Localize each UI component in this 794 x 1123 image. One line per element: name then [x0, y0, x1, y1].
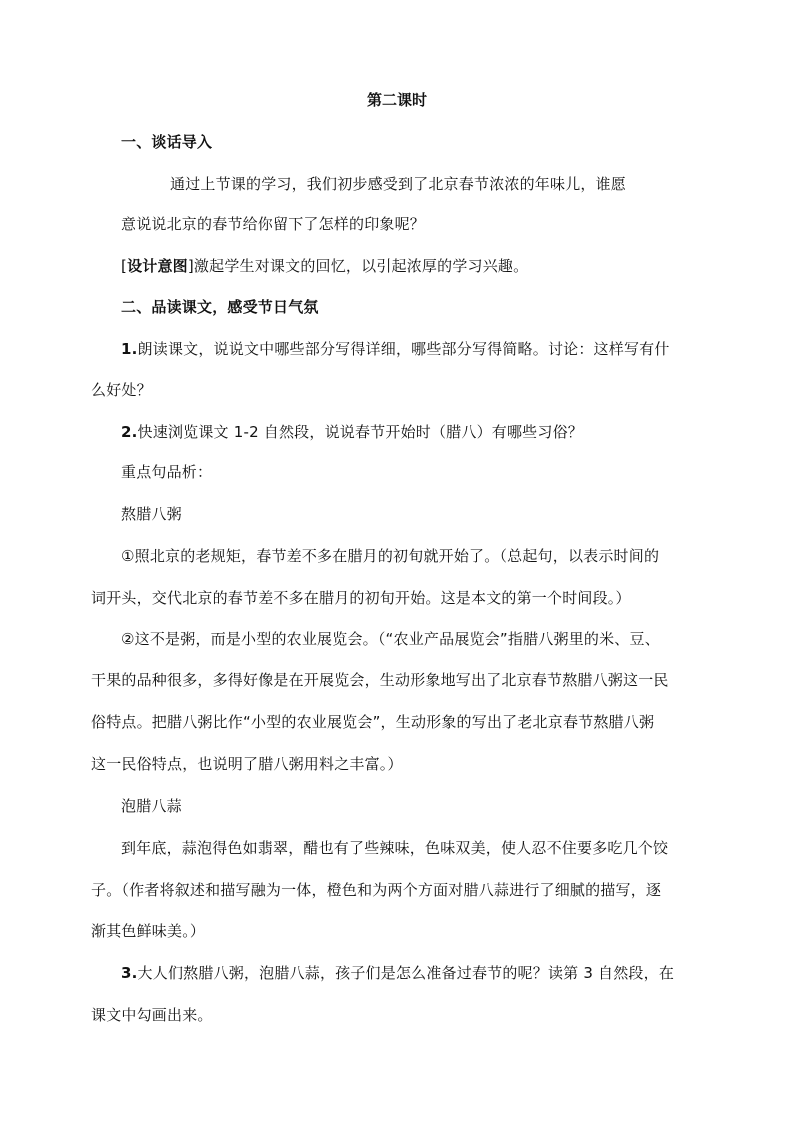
question1-number: 1. — [121, 340, 138, 358]
sentence2-line3: 俗特点。把腊八粥比作“小型的农业展览会”，生动形象的写出了老北京春节熬腊八粥 — [91, 713, 655, 731]
question2-text: 快速浏览课文 1-2 自然段，说说春节开始时（腊八）有哪些习俗？ — [137, 423, 583, 441]
question3-line2: 课文中勾画出来。 — [91, 1006, 213, 1024]
sentence2-line2: 干果的品种很多，多得好像是在开展览会，生动形象地写出了北京春节熬腊八粥这一民 — [91, 671, 669, 689]
sentence3-line1: 到年底，蒜泡得色如翡翠，醋也有了些辣味，色味双美，使人忍不住要多吃几个饺 — [121, 839, 669, 857]
key-sentences-label: 重点句品析： — [121, 463, 213, 481]
section1-heading: 一、谈话导入 — [121, 133, 213, 151]
question1-line1 — [121, 339, 670, 359]
section2-heading: 二、品读课文，感受节日气氛 — [121, 298, 319, 316]
question2-line1 — [121, 422, 583, 442]
design-intent-open-bracket: [ — [121, 257, 128, 275]
sentence3-line2: 子。（作者将叙述和描写融为一体，橙色和为两个方面对腊八蒜进行了细腻的描写，逐 — [91, 881, 662, 899]
design-intent-paragraph — [121, 256, 528, 276]
question2-number: 2. — [121, 423, 138, 441]
question3-line1 — [121, 963, 674, 983]
sentence2-line1: ②这不是粥，而是小型的农业展览会。（“农业产品展览会”指腊八粥里的米、豆、 — [121, 630, 660, 648]
subheading-laba-garlic: 泡腊八蒜 — [121, 797, 182, 815]
question3-number: 3. — [121, 964, 138, 982]
design-intent-label: 设计意图 — [127, 257, 188, 275]
sentence2-line4: 这一民俗特点，也说明了腊八粥用料之丰富。） — [91, 755, 403, 773]
design-intent-text: ]激起学生对课文的回忆，以引起浓厚的学习兴趣。 — [187, 257, 529, 275]
sentence1-line2: 词开头，交代北京的春节差不多在腊月的初旬开始。这是本文的第一个时间段。） — [91, 589, 631, 607]
section1-paragraph-line1: 通过上节课的学习，我们初步感受到了北京春节浓浓的年味儿，谁愿 — [170, 175, 627, 193]
question3-text: 大人们熬腊八粥，泡腊八蒜，孩子们是怎么准备过春节的呢？读第 3 自然段，在 — [137, 964, 675, 982]
question1-line2: 么好处？ — [91, 381, 152, 399]
sentence3-line3: 渐其色鲜味美。） — [91, 922, 206, 940]
subheading-laba-porridge: 熬腊八粥 — [121, 505, 182, 523]
page-title: 第二课时 — [366, 91, 427, 109]
sentence1-line1: ①照北京的老规矩，春节差不多在腊月的初旬就开始了。（总起句，以表示时间的 — [121, 547, 660, 565]
section1-paragraph-line2: 意说说北京的春节给你留下了怎样的印象呢？ — [121, 215, 426, 233]
question1-text: 朗读课文，说说文中哪些部分写得详细，哪些部分写得简略。讨论：这样写有什 — [137, 340, 670, 358]
